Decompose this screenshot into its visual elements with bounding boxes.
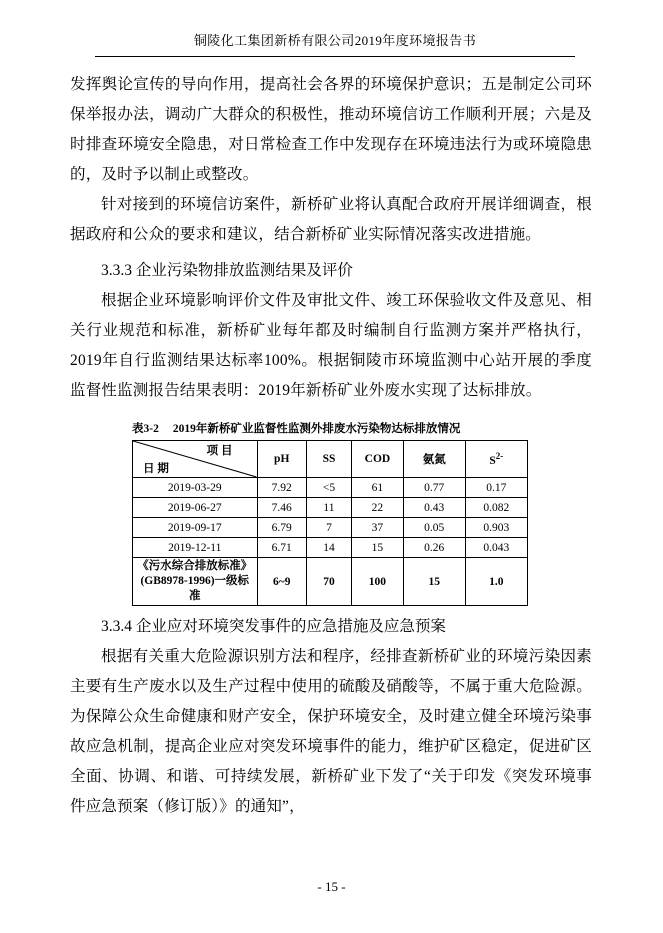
- table-col-cod: COD: [351, 441, 403, 478]
- cell-ph: 6.79: [257, 518, 306, 538]
- page-header: 铜陵化工集团新桥有限公司2019年度环境报告书: [193, 33, 477, 48]
- cell-cod: 15: [351, 538, 403, 558]
- paragraph-2: 针对接到的环境信访案件，新桥矿业将认真配合政府开展详细调查，根据政府和公众的要求和建议，结合新桥矿业实际情况落实改进措施。: [70, 196, 592, 243]
- cell-ss: 11: [306, 498, 351, 518]
- standard-sulfide: 1.0: [465, 558, 527, 606]
- cell-ph: 6.71: [257, 538, 306, 558]
- cell-sulfide: 0.903: [465, 518, 527, 538]
- cell-cod: 37: [351, 518, 403, 538]
- document-body: [70, 70, 592, 822]
- cell-sulfide: 0.17: [465, 478, 527, 498]
- cell-ammonia: 0.26: [403, 538, 465, 558]
- table-corner-bottom-label: 日 期: [143, 463, 169, 475]
- standard-label-line2: (GB8978-1996)一级标准: [140, 575, 250, 602]
- header-divider: [95, 56, 575, 57]
- cell-cod: 22: [351, 498, 403, 518]
- table-row: [133, 518, 528, 538]
- table-row: [133, 538, 528, 558]
- cell-ammonia: 0.43: [403, 498, 465, 518]
- table-col-ph: pH: [257, 441, 306, 478]
- table-caption-text: 2019年新桥矿业监督性监测外排废水污染物达标排放情况: [172, 423, 461, 435]
- paragraph-4: 根据有关重大危险源识别方法和程序，经排查新桥矿业的环境污染因素主要有生产废水以及生产过程中使用的硫酸及硝酸等，不属于重大危险源。为保障公众生命健康和财产安全，保护环境安全，及时建立健全环境污染事故应急机制，提高企业应对突发环境事件的能力，维护矿区稳定，促进矿区全面、协调、和谐、可持续发展，新桥矿业下发了“关于印发《突发环境事件应急预案（修订版）》的通知”，: [70, 648, 592, 815]
- cell-cod: 61: [351, 478, 403, 498]
- cell-ph: 7.46: [257, 498, 306, 518]
- page-number: - 15 -: [317, 879, 346, 894]
- monitoring-data-table: [132, 440, 528, 606]
- cell-ph: 7.92: [257, 478, 306, 498]
- section-heading-3-3-3: 3.3.3 企业污染物排放监测结果及评价: [101, 262, 353, 279]
- standard-ph: 6~9: [257, 558, 306, 606]
- table-corner-top-label: 项 目: [206, 445, 233, 457]
- table-corner-cell: [133, 441, 258, 478]
- section-heading-3-3-4: 3.3.4 企业应对环境突发事件的应急措施及应急预案: [101, 618, 446, 635]
- table-row: [133, 478, 528, 498]
- standard-ammonia: 15: [403, 558, 465, 606]
- row-date: 2019-09-17: [133, 518, 258, 538]
- cell-sulfide: 0.082: [465, 498, 527, 518]
- cell-ammonia: 0.05: [403, 518, 465, 538]
- table-standard-row: [133, 558, 528, 606]
- cell-ss: 7: [306, 518, 351, 538]
- cell-ss: <5: [306, 478, 351, 498]
- standard-cod: 100: [351, 558, 403, 606]
- paragraph-1: 发挥舆论宣传的导向作用，提高社会各界的环境保护意识；五是制定公司环保举报办法，调动广大群众的积极性，推动环境信访工作顺利开展；六是及时排查环境安全隐患，对日常检查工作中发现存在环境违法行为或环境隐患的，及时予以制止或整改。: [70, 76, 592, 183]
- table-caption: [132, 420, 528, 436]
- cell-ss: 14: [306, 538, 351, 558]
- cell-sulfide: 0.043: [465, 538, 527, 558]
- table-body: [133, 478, 528, 606]
- row-date: 2019-12-11: [133, 538, 258, 558]
- table-header-row: [133, 441, 528, 478]
- row-date: 2019-06-27: [133, 498, 258, 518]
- table-col-sulfide: $S^{2-}$: [465, 441, 527, 478]
- table-col-ammonia: 氨氮: [403, 441, 465, 478]
- paragraph-3: 根据企业环境影响评价文件及审批文件、竣工环保验收文件及意见、相关行业规范和标准，新桥矿业每年都及时编制自行监测方案并严格执行，2019年自行监测结果达标率100%。根据铜陵市环境监测中心站开展的季度监督性监测报告结果表明：2019年新桥矿业外废水实现了达标排放。: [70, 292, 592, 399]
- cell-ammonia: 0.77: [403, 478, 465, 498]
- standard-ss: 70: [306, 558, 351, 606]
- table-row: [133, 498, 528, 518]
- table-col-ss: SS: [306, 441, 351, 478]
- row-date: 2019-03-29: [133, 478, 258, 498]
- table-caption-number: 表3-2: [132, 423, 159, 435]
- standard-label: [133, 558, 258, 606]
- monitoring-table-block: [132, 420, 528, 606]
- standard-label-line1: 《污水综合排放标准》: [137, 560, 253, 572]
